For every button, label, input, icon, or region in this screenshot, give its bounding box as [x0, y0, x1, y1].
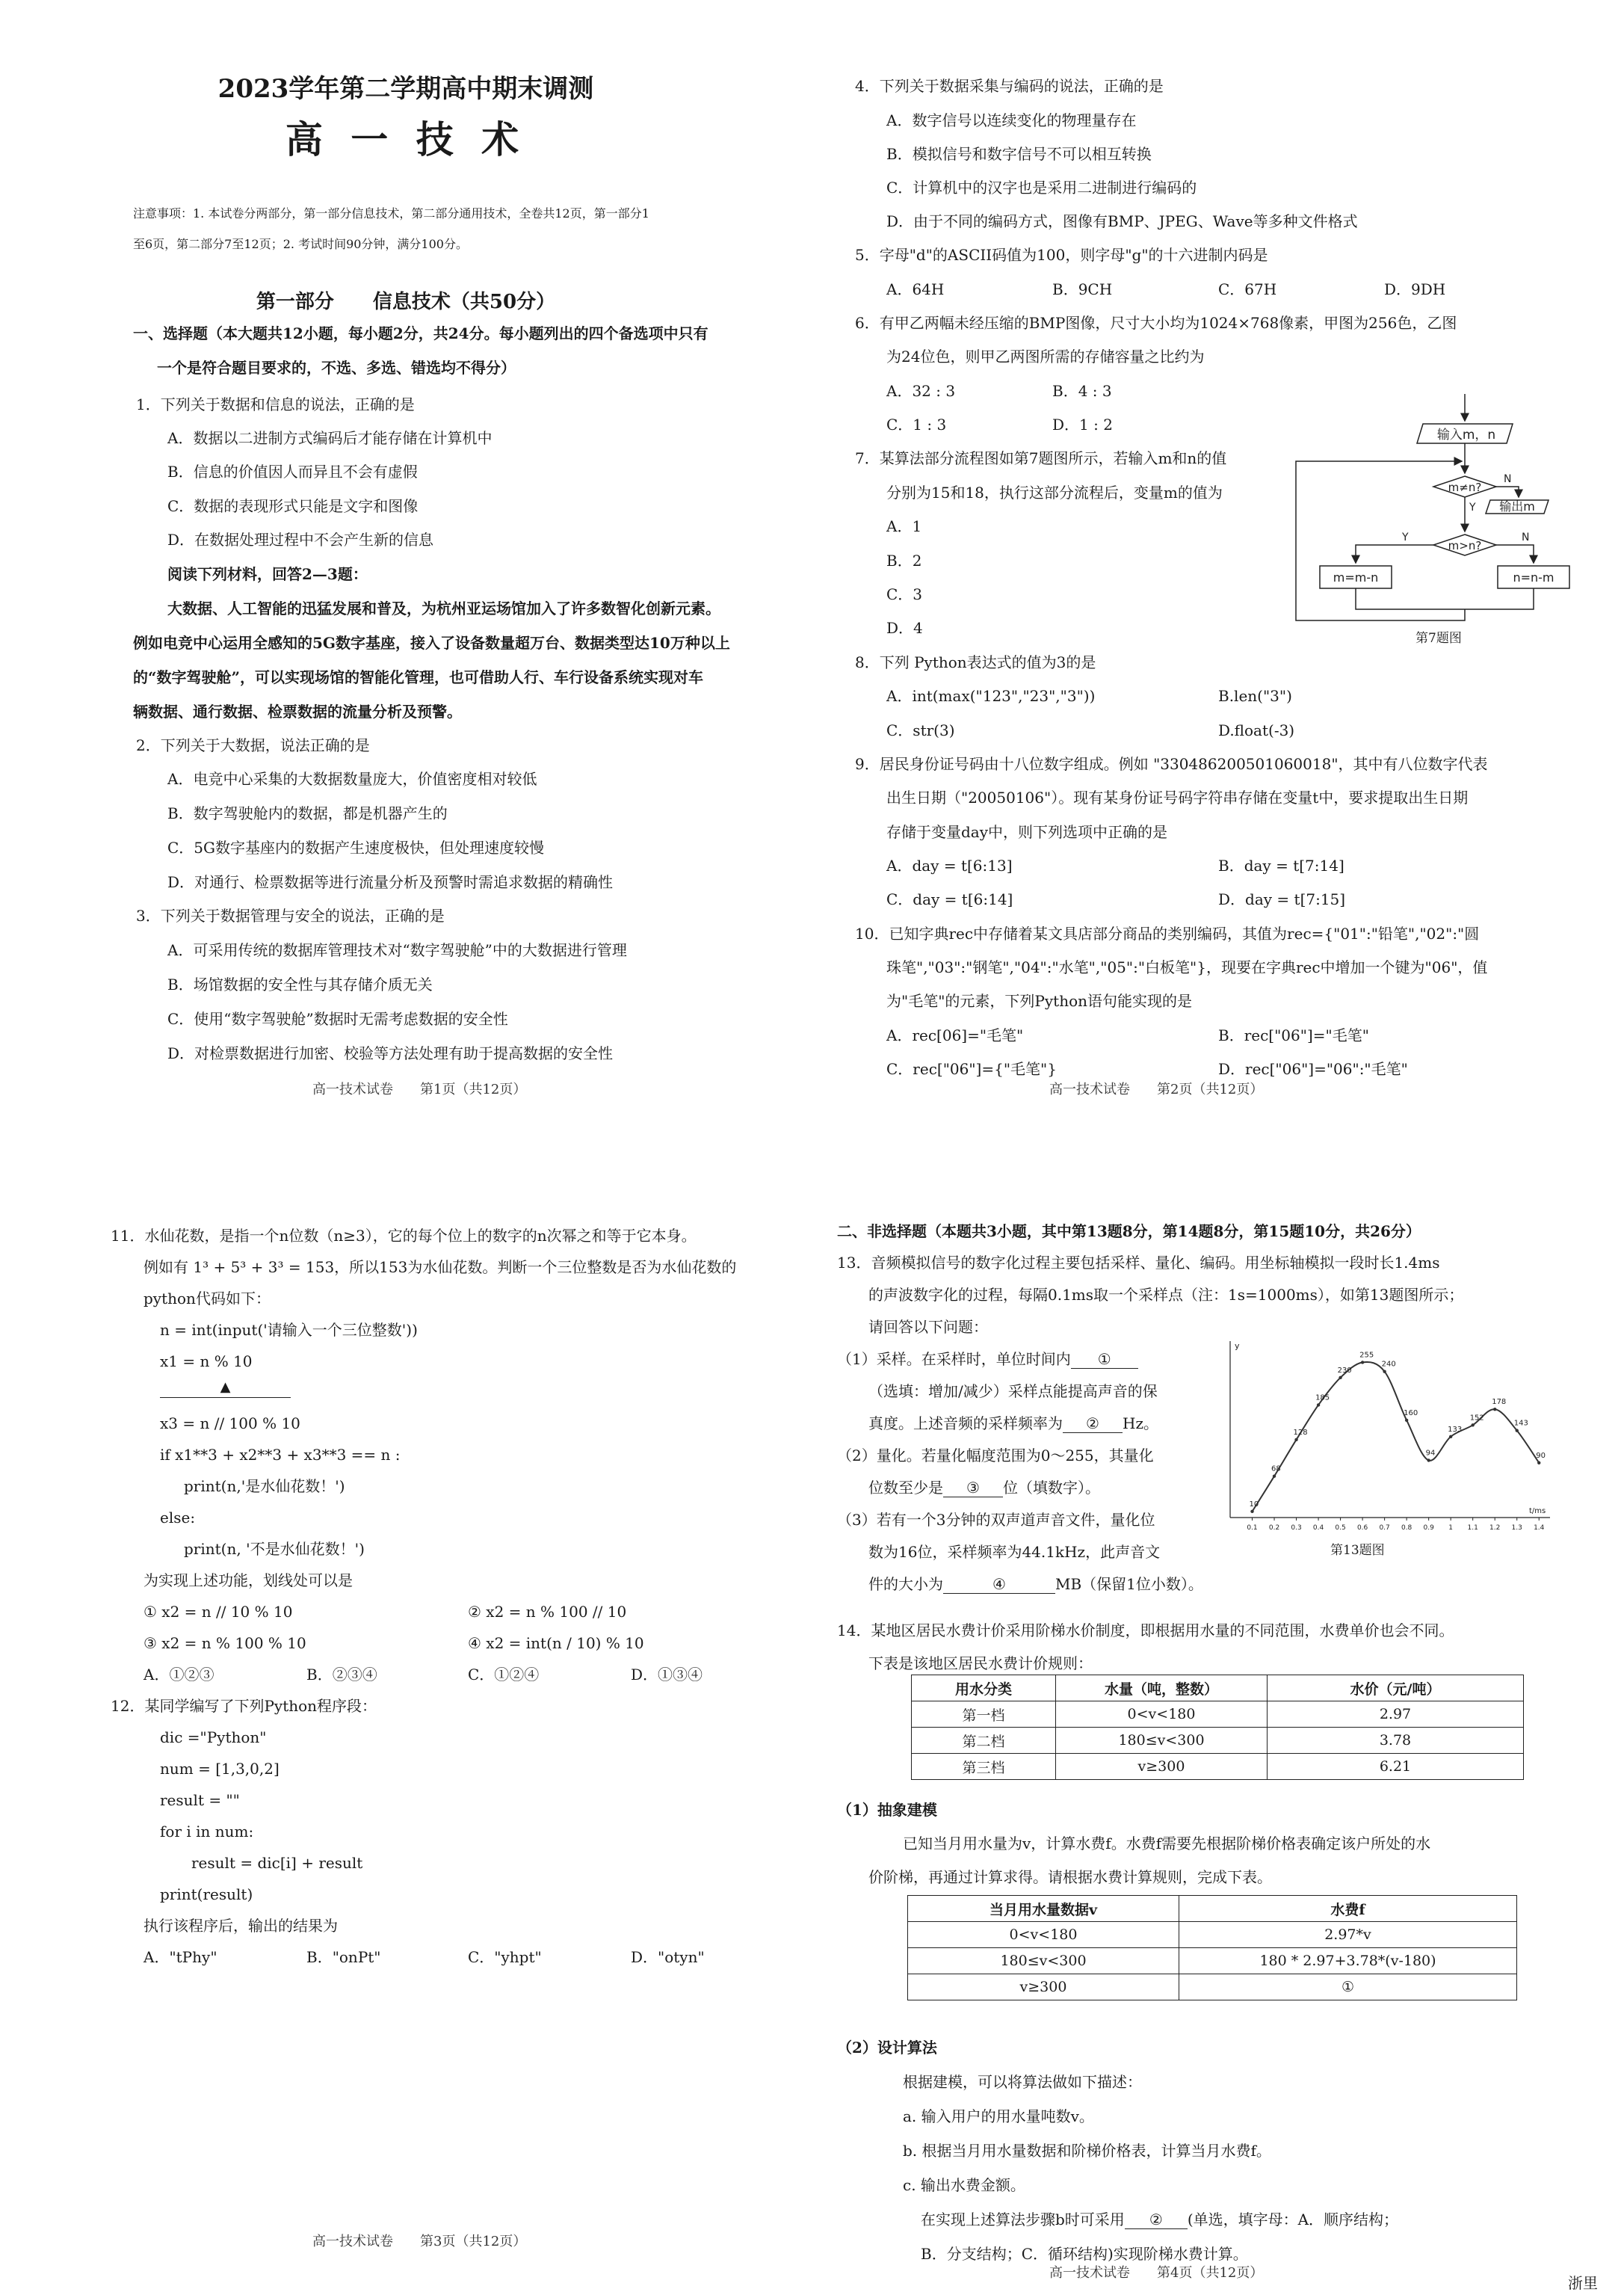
q4-stem: 4．下列关于数据采集与编码的说法，正确的是	[855, 77, 1164, 95]
answer-blank-1[interactable]	[1071, 1351, 1138, 1369]
q12-option-b[interactable]: B．"onPt"	[306, 1948, 381, 1966]
blank-q14-2-label: ②	[1149, 2211, 1163, 2228]
q9-stem-1: 9．居民身份证号码由十八位数字组成。例如 "330486200501060018"，其中有八位数字代表	[855, 755, 1488, 773]
q14-sub2-text-a: 在实现上述算法步骤b时可采用	[921, 2211, 1125, 2228]
flow-output-box: 输出m	[1499, 499, 1535, 514]
q1-option-a[interactable]: A．数据以二进制方式编码后才能存储在计算机中	[167, 429, 493, 447]
table-cell: 2.97*v	[1179, 1922, 1517, 1948]
q10-stem-3: 为"毛笔"的元素，下列Python语句能实现的是	[886, 992, 1192, 1010]
waveform-line	[1253, 1362, 1540, 1512]
sample-value-label: 160	[1404, 1408, 1418, 1417]
q3-option-c[interactable]: C．使用“数字驾驶舱”数据时无需考虑数据的安全性	[167, 1010, 508, 1028]
sample-value-label: 90	[1536, 1451, 1546, 1460]
q7-stem-2: 分别为15和18，执行这部分流程后，变量m的值为	[886, 484, 1223, 502]
q11-code-line-2: x1 = n % 10	[160, 1352, 253, 1370]
q1-option-c[interactable]: C．数据的表现形式只能是文字和图像	[167, 497, 419, 515]
y-axis-label: y	[1235, 1341, 1240, 1351]
q14-sub2-line3: B．分支结构；C．循环结构)实现阶梯水费计算。	[921, 2245, 1248, 2263]
blank-marker: ▲	[220, 1379, 231, 1395]
q13-sub3-line3	[868, 1576, 1203, 1594]
q3-stem: 3．下列关于数据管理与安全的说法，正确的是	[136, 907, 445, 925]
q6-option-c[interactable]: C．1 : 3	[886, 416, 947, 434]
table-row	[912, 1754, 1524, 1780]
q12-option-a[interactable]: A．"tPhy"	[143, 1948, 217, 1966]
q10-stem-1: 10．已知字典rec中存储着某文具店部分商品的类别编码，其值为rec={"01":"铅笔","02":"圆	[855, 925, 1480, 943]
sample-value-label: 152	[1469, 1414, 1484, 1423]
q2-option-c[interactable]: C．5G数字基座内的数据产生速度极快，但处理速度较慢	[167, 839, 545, 857]
sample-point	[1537, 1461, 1540, 1464]
q11-choice-4: ④ x2 = int(n / 10) % 10	[468, 1634, 644, 1652]
table-row	[912, 1701, 1524, 1728]
table-cell: 0<v<180	[1056, 1701, 1268, 1728]
q10-option-a[interactable]: A．rec[06]="毛笔"	[886, 1026, 1024, 1044]
q4-option-a[interactable]: A．数字信号以连续变化的物理量存在	[886, 111, 1137, 129]
table-cell: 180≤v<300	[908, 1948, 1179, 1974]
table-cell: v≥300	[1056, 1754, 1268, 1780]
q8-option-b[interactable]: B.len("3")	[1218, 687, 1292, 705]
q2-option-b[interactable]: B．数字驾驶舱内的数据，都是机器产生的	[167, 804, 448, 822]
x-tick-label: 0.1	[1247, 1524, 1258, 1532]
x-tick-label: 0.8	[1401, 1524, 1412, 1532]
x-tick-label: 0.2	[1268, 1524, 1280, 1532]
q4-option-d[interactable]: D．由于不同的编码方式，图像有BMP、JPEG、Wave等多种文件格式	[886, 212, 1358, 230]
q14-sub2-text-b: (单选，填字母：A．顺序结构；	[1187, 2211, 1399, 2228]
sample-value-label: 240	[1381, 1360, 1396, 1369]
sample-point	[1273, 1474, 1276, 1477]
q11-option-d[interactable]: D．①③④	[631, 1666, 703, 1683]
flow-yes-label-2: Y	[1402, 532, 1409, 543]
q13-sub3-line1: （3）若有一个3分钟的双声道声音文件，量化位	[837, 1511, 1155, 1529]
q7-option-a[interactable]: A．1	[886, 517, 922, 535]
material-line-4: 辆数据、通行数据、检票数据的流量分析及预警。	[133, 703, 462, 721]
q12-option-c[interactable]: C．"yhpt"	[468, 1948, 542, 1966]
section1-line-1: 一、选择题（本大题共12小题，每小题2分，共24分。每小题列出的四个备选项中只有	[133, 324, 708, 342]
q13-sub3-text-a: 件的大小为	[868, 1575, 943, 1593]
q13-stem-3: 请回答以下问题：	[868, 1318, 988, 1336]
sample-value-label: 178	[1492, 1398, 1507, 1407]
q6-option-d[interactable]: D．1 : 2	[1052, 416, 1113, 434]
page-3	[0, 1148, 812, 2295]
q2-stem: 2．下列关于大数据，说法正确的是	[136, 736, 370, 754]
q14-stem-1: 14．某地区居民水费计价采用阶梯水价制度，即根据用水量的不同范围，水费单价也会不同。	[837, 1621, 1454, 1639]
flow-cond-2: m>n?	[1448, 539, 1482, 552]
page-1	[0, 0, 812, 1148]
q9-option-d[interactable]: D．day = t[7:15]	[1218, 890, 1346, 908]
q13-waveform-chart	[1200, 1331, 1559, 1540]
sample-value-label: 255	[1359, 1351, 1374, 1360]
page-4	[812, 1148, 1624, 2295]
q13-sub1-line2: （选填：增加/减少）采样点能提高声音的保	[868, 1382, 1158, 1400]
flow-yes-label-1: Y	[1469, 502, 1476, 514]
table-row	[908, 1948, 1517, 1974]
part-heading: 第一部分 信息技术（共50分）	[256, 291, 556, 313]
q9-stem-2: 出生日期（"20050106"）。现有某身份证号码字符串存储在变量t中，要求提取出生日期	[886, 789, 1469, 807]
material-line-3: 的“数字驾驶舱”，可以实现场馆的智能化管理，也可借助人行、车行设备系统实现对车	[133, 668, 704, 686]
x-tick-label: 1	[1448, 1524, 1454, 1532]
q4-option-c[interactable]: C．计算机中的汉字也是采用二进制进行编码的	[886, 179, 1197, 197]
table-cell: 第一档	[912, 1701, 1056, 1728]
table-cell: 第三档	[912, 1754, 1056, 1780]
table-header: 水费f	[1179, 1896, 1517, 1922]
blank-2-label: ②	[1086, 1414, 1099, 1432]
q12-code-line-3: result = ""	[160, 1791, 240, 1809]
sample-point	[1471, 1423, 1474, 1426]
x-tick-label: 0.7	[1379, 1524, 1390, 1532]
q13-sub3-text-b: MB（保留1位小数）。	[1055, 1575, 1203, 1593]
flow-right-box: n=n-m	[1513, 570, 1554, 585]
flow-left-box: m=m-n	[1333, 570, 1379, 585]
corner-watermark: 浙里	[1568, 2274, 1598, 2292]
reading-prompt: 阅读下列材料，回答2—3题：	[167, 565, 368, 583]
q8-option-c[interactable]: C．str(3)	[886, 721, 955, 739]
table-cell: 6.21	[1268, 1754, 1524, 1780]
x-tick-label: 1.1	[1467, 1524, 1478, 1532]
q14-sub2-line1: 根据建模，可以将算法做如下描述：	[903, 2073, 1142, 2091]
q14-step-c: c. 输出水费金额。	[903, 2176, 1025, 2194]
page-2	[812, 0, 1624, 1148]
q11-code-line-7: print(n, '不是水仙花数！')	[184, 1540, 365, 1558]
q10-option-d[interactable]: D．rec["06"]="06":"毛笔"	[1218, 1060, 1408, 1078]
q12-stem: 12．某同学编写了下列Python程序段：	[111, 1697, 377, 1715]
table-row	[908, 1922, 1517, 1948]
blank-4-label: ④	[992, 1575, 1006, 1593]
q5-stem: 5．字母"d"的ASCII码值为100，则字母"g"的十六进制内码是	[855, 246, 1268, 264]
q11-option-b[interactable]: B．②③④	[306, 1666, 377, 1683]
x-tick-label: 1.2	[1489, 1524, 1501, 1532]
x-tick-label: 0.4	[1312, 1524, 1324, 1532]
page-2-footer: 高一技术试卷 第2页（共12页）	[1049, 1082, 1264, 1097]
q3-option-a[interactable]: A．可采用传统的数据库管理技术对“数字驾驶舱”中的大数据进行管理	[167, 941, 627, 959]
q11-option-c[interactable]: C．①②④	[468, 1666, 540, 1683]
sample-point	[1449, 1435, 1452, 1438]
table-cell: 第二档	[912, 1728, 1056, 1754]
q11-code-line-6: else:	[160, 1509, 196, 1527]
table-cell: 0<v<180	[908, 1922, 1179, 1948]
q8-option-d[interactable]: D.float(-3)	[1218, 721, 1295, 739]
q5-option-b[interactable]: B．9CH	[1052, 280, 1113, 298]
q12-ask: 执行该程序后，输出的结果为	[143, 1917, 338, 1935]
q13-sub2-text-b: 位（填数字）。	[1003, 1479, 1100, 1497]
q11-option-a[interactable]: A．①②③	[143, 1666, 214, 1683]
q11-code-line-3: x3 = n // 100 % 10	[160, 1414, 300, 1432]
q2-option-a[interactable]: A．电竞中心采集的大数据数量庞大，价值密度相对较低	[167, 770, 537, 788]
q6-stem-2: 为24位色，则甲乙两图所需的存储容量之比约为	[886, 348, 1205, 366]
water-fee-model-table	[907, 1895, 1517, 2000]
q8-option-a[interactable]: A．int(max("123","23","3"))	[886, 687, 1096, 705]
flow-cond-1: m≠n?	[1448, 481, 1482, 494]
answer-cell-1[interactable]: ①	[1179, 1974, 1517, 2000]
q13-sub1-line1	[837, 1351, 1138, 1369]
q2-option-d[interactable]: D．对通行、检票数据等进行流量分析及预警时需追求数据的精确性	[167, 873, 614, 891]
chart-caption: 第13题图	[1330, 1543, 1385, 1558]
flow-no-label-1: N	[1504, 473, 1512, 485]
flow-no-label-2: N	[1522, 532, 1530, 543]
table-cell: v≥300	[908, 1974, 1179, 2000]
table-header: 水量（吨，整数）	[1056, 1675, 1268, 1701]
q14-sub1-line2: 价阶梯，再通过计算求得。请根据水费计算规则，完成下表。	[868, 1868, 1272, 1886]
x-tick-label: 0.6	[1356, 1524, 1368, 1532]
sample-value-label: 230	[1337, 1366, 1352, 1375]
sample-point	[1405, 1419, 1408, 1422]
x-axis-label: t/ms	[1529, 1507, 1546, 1515]
sample-point	[1317, 1403, 1320, 1406]
subject-title: 高 一 技 术	[285, 117, 527, 161]
blank-1-label: ①	[1097, 1350, 1111, 1368]
q13-sub1-text-b: 真度。上述音频的采样频率为	[868, 1414, 1063, 1432]
q11-stem-1: 11．水仙花数，是指一个n位数（n≥3），它的每个位上的数字的n次幂之和等于它本身。	[111, 1227, 697, 1245]
page-4-footer: 高一技术试卷 第4页（共12页）	[1049, 2265, 1264, 2281]
exam-title: 2023学年第二学期高中期末调测	[217, 74, 594, 104]
q13-sub3-line2: 数为16位，采样频率为44.1kHz，此声音文	[868, 1543, 1161, 1561]
q13-sub1-text-c: Hz。	[1123, 1414, 1158, 1432]
table-header: 用水分类	[912, 1675, 1056, 1701]
table-cell: 180≤v<300	[1056, 1728, 1268, 1754]
q5-option-a[interactable]: A．64H	[886, 280, 945, 298]
answer-blank-q14-2[interactable]	[1125, 2211, 1188, 2229]
x-tick-label: 0.3	[1291, 1524, 1302, 1532]
q7-option-d[interactable]: D．4	[886, 619, 923, 637]
table-cell: 180 * 2.97+3.78*(v-180)	[1179, 1948, 1517, 1974]
q14-sub1-line1: 已知当月用水量为v，计算水费f。水费f需要先根据阶梯价格表确定该户所处的水	[903, 1835, 1431, 1852]
q13-sub1-text-a: （1）采样。在采样时，单位时间内	[837, 1350, 1071, 1368]
sample-value-label: 133	[1448, 1425, 1463, 1434]
blank-3-label: ③	[966, 1479, 980, 1497]
q9-stem-3: 存储于变量day中，则下列选项中正确的是	[886, 823, 1168, 841]
q12-code-line-6: print(result)	[160, 1885, 253, 1903]
notice-line-1: 注意事项：1. 本试卷分两部分，第一部分信息技术，第二部分通用技术，全卷共12页，第一部分1	[133, 206, 649, 221]
sample-value-label: 143	[1513, 1419, 1528, 1428]
q13-sub2-line2	[868, 1479, 1100, 1497]
x-tick-label: 0.5	[1335, 1524, 1346, 1532]
answer-blank-2[interactable]	[1063, 1415, 1123, 1433]
q14-sub2-line2	[921, 2211, 1398, 2229]
page-1-footer: 高一技术试卷 第1页（共12页）	[312, 1082, 527, 1097]
q11-code-line-4: if x1**3 + x2**3 + x3**3 == n :	[160, 1446, 401, 1464]
answer-blank-4[interactable]	[943, 1576, 1055, 1594]
q14-sub2-heading: （2）设计算法	[837, 2039, 937, 2057]
q1-option-b[interactable]: B．信息的价值因人而异且不会有虚假	[167, 463, 418, 481]
sample-point	[1427, 1458, 1430, 1461]
material-line-2: 例如电竞中心运用全感知的5G数字基座，接入了设备数量超万台、数据类型达10万种以上	[133, 634, 730, 652]
sample-value-label: 185	[1315, 1393, 1330, 1402]
material-line-1: 大数据、人工智能的迅猛发展和普及，为杭州亚运场馆加入了许多数智化创新元素。	[167, 600, 720, 617]
q10-stem-2: 珠笔","03":"钢笔","04":"水笔","05":"白板笔"}，现要在字典rec中增加一个键为"06"，值	[886, 958, 1488, 976]
q12-code-line-5: result = dic[i] + result	[191, 1854, 363, 1872]
q13-sub2-text-a: 位数至少是	[868, 1479, 943, 1497]
q14-step-b: b. 根据当月用水量数据和阶梯价格表，计算当月水费f。	[903, 2142, 1271, 2160]
q13-stem-1: 13．音频模拟信号的数字化过程主要包括采样、量化、编码。用坐标轴模拟一段时长1.4ms	[837, 1254, 1440, 1272]
sample-point	[1516, 1429, 1519, 1432]
table-cell: 3.78	[1268, 1728, 1524, 1754]
q11-stem-2: 例如有 1³ + 5³ + 3³ = 153，所以153为水仙花数。判断一个三位整数是否为水仙花数的	[143, 1258, 737, 1276]
q13-stem-2: 的声波数字化的过程，每隔0.1ms取一个采样点（注：1s=1000ms），如第13题图所示；	[868, 1286, 1464, 1304]
table-row	[908, 1974, 1517, 2000]
answer-blank-3[interactable]	[943, 1479, 1003, 1497]
table-row	[912, 1728, 1524, 1754]
q12-code-line-1: dic ="Python"	[160, 1728, 267, 1746]
flowchart-caption: 第7题图	[1415, 631, 1462, 646]
sample-point	[1361, 1361, 1364, 1364]
q5-option-d[interactable]: D．9DH	[1384, 280, 1446, 298]
water-price-table	[911, 1675, 1524, 1780]
q13-sub1-line3	[868, 1415, 1158, 1433]
q3-option-b[interactable]: B．场馆数据的安全性与其存储介质无关	[167, 976, 433, 994]
sample-point	[1383, 1370, 1386, 1373]
notice-line-2: 至6页，第二部分7至12页；2. 考试时间90分钟，满分100分。	[133, 237, 468, 251]
sample-point	[1250, 1510, 1253, 1513]
x-tick-label: 0.9	[1423, 1524, 1434, 1532]
q8-stem: 8．下列 Python表达式的值为3的是	[855, 653, 1096, 671]
q10-option-c[interactable]: C．rec["06"]={"毛笔"}	[886, 1060, 1057, 1078]
q12-code-line-2: num = [1,3,0,2]	[160, 1760, 280, 1778]
q13-sub2-line1: （2）量化。若量化幅度范围为0～255，其量化	[837, 1447, 1154, 1464]
q7-stem-1: 7．某算法部分流程图如第7题图所示，若输入m和n的值	[855, 449, 1227, 467]
page-3-footer: 高一技术试卷 第3页（共12页）	[312, 2234, 527, 2249]
sample-value-label: 94	[1425, 1449, 1436, 1458]
flowchart-q7	[1290, 392, 1581, 647]
table-header: 水价（元/吨）	[1268, 1675, 1524, 1701]
q14-sub1-heading: （1）抽象建模	[837, 1801, 937, 1819]
q11-ask: 为实现上述功能，划线处可以是	[143, 1571, 353, 1589]
q4-option-b[interactable]: B．模拟信号和数字信号不可以相互转换	[886, 145, 1152, 163]
section2-heading: 二、非选择题（本题共3小题，其中第13题8分，第14题8分，第15题10分，共26分）	[837, 1222, 1421, 1240]
q9-option-b[interactable]: B．day = t[7:14]	[1218, 857, 1344, 875]
q1-stem: 1．下列关于数据和信息的说法，正确的是	[136, 395, 415, 413]
sample-point	[1294, 1438, 1297, 1441]
q6-option-a[interactable]: A．32 : 3	[886, 382, 956, 400]
x-tick-label: 1.3	[1511, 1524, 1522, 1532]
q7-option-b[interactable]: B．2	[886, 552, 922, 570]
q12-code-line-4: for i in num:	[160, 1823, 254, 1840]
q10-option-b[interactable]: B．rec["06"]="毛笔"	[1218, 1026, 1369, 1044]
table-header: 当月用水量数据v	[908, 1896, 1179, 1922]
q6-stem-1: 6．有甲乙两幅未经压缩的BMP图像，尺寸大小均为1024×768像素，甲图为256色，乙图	[855, 314, 1457, 332]
q14-step-a: a. 输入用户的用水量吨数v。	[903, 2107, 1094, 2125]
sample-value-label: 10	[1249, 1500, 1259, 1509]
q6-option-b[interactable]: B．4 : 3	[1052, 382, 1112, 400]
q11-choice-2: ② x2 = n % 100 // 10	[468, 1603, 627, 1621]
q11-choice-3: ③ x2 = n % 100 % 10	[143, 1634, 306, 1652]
sample-value-label: 128	[1293, 1428, 1308, 1437]
table-header-row	[908, 1896, 1517, 1922]
q1-option-d[interactable]: D．在数据处理过程中不会产生新的信息	[167, 531, 434, 549]
q11-choice-1: ① x2 = n // 10 % 10	[143, 1603, 293, 1621]
sample-point	[1339, 1376, 1342, 1379]
table-cell: 2.97	[1268, 1701, 1524, 1728]
flow-input-box: 输入m，n	[1436, 428, 1496, 443]
table-header-row	[912, 1675, 1524, 1701]
q12-option-d[interactable]: D．"otyn"	[631, 1948, 705, 1966]
q9-option-c[interactable]: C．day = t[6:14]	[886, 890, 1013, 908]
q5-option-c[interactable]: C．67H	[1218, 280, 1277, 298]
q14-stem-2: 下表是该地区居民水费计价规则：	[868, 1654, 1093, 1672]
x-tick-label: 1.4	[1534, 1524, 1545, 1532]
q11-stem-3: python代码如下：	[143, 1290, 271, 1307]
section1-line-2: 一个是符合题目要求的，不选、多选、错选均不得分）	[157, 359, 516, 377]
q11-code-blank	[160, 1378, 291, 1398]
sample-value-label: 68	[1271, 1464, 1281, 1473]
q11-code-line-5: print(n,'是水仙花数！')	[184, 1477, 345, 1495]
q11-code-line-1: n = int(input('请输入一个三位整数'))	[160, 1321, 418, 1339]
q7-option-c[interactable]: C．3	[886, 585, 923, 603]
q3-option-d[interactable]: D．对检票数据进行加密、校验等方法处理有助于提高数据的安全性	[167, 1044, 614, 1062]
q9-option-a[interactable]: A．day = t[6:13]	[886, 857, 1013, 875]
sample-point	[1493, 1408, 1496, 1411]
